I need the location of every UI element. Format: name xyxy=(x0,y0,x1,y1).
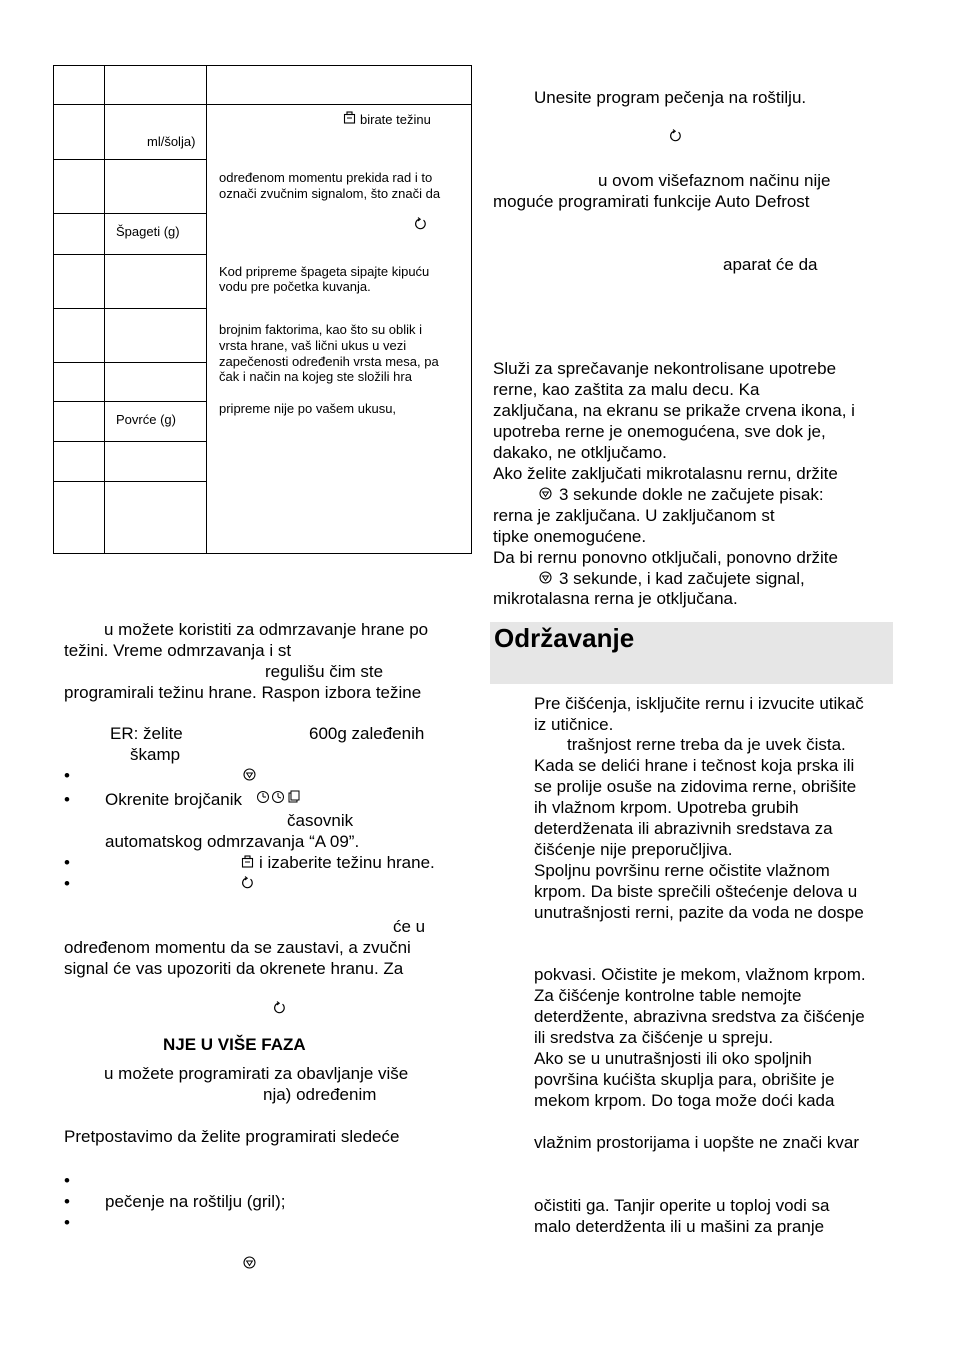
bullet: • xyxy=(64,874,70,893)
defrost-paragraph-line: će u xyxy=(393,917,426,936)
section-heading: Održavanje xyxy=(494,623,635,653)
example-text: škamp xyxy=(130,745,181,764)
maint-text: mekom krpom. Do toga može doći kada xyxy=(534,1091,835,1110)
section-title: NJE U VIŠE FAZA xyxy=(163,1035,306,1054)
maint-text: deterdženata ili abrazivnih sredstava za xyxy=(534,819,833,838)
bullet: • xyxy=(64,853,70,872)
bullet: • xyxy=(64,1192,70,1211)
weight-icon xyxy=(241,854,254,872)
lock-text: zaključana, na ekranu se prikaže crvena ikona, i xyxy=(493,401,855,420)
maint-text: očistiti ga. Tanjir operite u toploj vodi sa xyxy=(534,1196,830,1215)
stop-icon xyxy=(539,486,552,504)
table-description: birate težinu određenom momentu prekida rad i to označi zvučnim signalom, što znači da Kod pripreme špageta sipajte kipuću vodu pre početka kuvanja. brojnim faktorima, kao što su oblik i vrsta hrane, vaš lični ukus u vezi zapečenosti određenih vrsta mesa, pa čak i način na kojeg ste složili hra pripreme nije po vašem ukusu, xyxy=(219,112,441,416)
lock-text: Služi za sprečavanje nekontrolisane upotrebe xyxy=(493,359,837,378)
maint-text: krpom. Da biste sprečili oštećenje delova u xyxy=(534,882,858,901)
maint-text: ih vlažnom krpom. Upotreba grubih xyxy=(534,798,799,817)
table-row xyxy=(54,105,472,160)
cell-povrce: Povrće (g) xyxy=(116,412,176,427)
multi-paragraph-line: nja) određenim xyxy=(263,1085,377,1104)
example-text: 600g zaleđenih xyxy=(309,724,425,743)
defrost-paragraph-line: signal će vas upozoriti da okrenete hranu. Za xyxy=(64,959,404,978)
lock-text: 3 sekunde, i kad začujete signal, xyxy=(559,569,805,588)
step-text: i izaberite težinu hrane. xyxy=(259,853,435,872)
cell-ml-solja: ml/šolja) xyxy=(147,134,196,149)
lock-text: upotreba rerne je onemogućena, sve dok je, xyxy=(493,422,826,441)
lock-text: mikrotalasna rerna je otključana. xyxy=(493,589,738,608)
step-text: Okrenite brojčanik xyxy=(105,790,243,809)
maint-text: malo deterdženta ili u mašini za pranje xyxy=(534,1217,825,1236)
right-text: Unesite program pečenja na roštilju. xyxy=(534,88,807,107)
maint-text: deterdžente, abrazivna sredstva za čišćenje xyxy=(534,1007,865,1026)
defrost-paragraph-line: težini. Vreme odmrzavanja i st xyxy=(64,641,292,660)
maint-text: Za čišćenje kontrolne table nemojte xyxy=(534,986,802,1005)
weight-icon xyxy=(343,111,356,126)
stop-icon xyxy=(539,570,552,588)
right-text: aparat će da xyxy=(723,255,818,274)
maint-text: unutrašnjosti rerni, pazite da voda ne dospe xyxy=(534,903,864,922)
maint-text: Spoljnu površinu rerne očistite vlažnom xyxy=(534,861,830,880)
lock-text: Ako želite zaključati mikrotalasnu rernu, držite xyxy=(493,464,838,483)
bullet: • xyxy=(64,790,70,809)
defrost-paragraph-line: u možete koristiti za odmrzavanje hrane po xyxy=(104,620,429,639)
maint-text: iz utičnice. xyxy=(534,715,614,734)
lock-text: Da bi rernu ponovno otključali, ponovno držite xyxy=(493,548,838,567)
bullet: • xyxy=(64,1171,70,1190)
lock-text: dakako, ne otključamo. xyxy=(493,443,667,462)
program-table xyxy=(53,65,472,554)
maint-text: pokvasi. Očistite je mekom, vlažnom krpom. xyxy=(534,965,866,984)
example-text: ER: želite xyxy=(110,724,183,743)
lock-text: rerna je zaključana. U zaključanom st xyxy=(493,506,775,525)
dial-icon xyxy=(256,790,302,809)
defrost-paragraph-line: programirali težinu hrane. Raspon izbora težine xyxy=(64,683,422,702)
maint-text: Ako se u unutrašnjosti ili oko spoljnih xyxy=(534,1049,812,1068)
right-text: moguće programirati funkcije Auto Defrost xyxy=(493,192,810,211)
step-text: pečenje na roštilju (gril); xyxy=(105,1192,286,1211)
maint-text: Pre čišćenja, isključite rernu i izvucite utikač xyxy=(534,694,864,713)
multi-paragraph-line: Pretpostavimo da želite programirati sledeće xyxy=(64,1127,400,1146)
right-text: u ovom višefaznom načinu nije xyxy=(598,171,831,190)
maint-text: čišćenje nije preporučljiva. xyxy=(534,840,733,859)
start-icon xyxy=(414,217,427,232)
step-text: časovnik xyxy=(287,811,354,830)
defrost-paragraph-line: regulišu čim ste xyxy=(265,662,384,681)
cell-spageti: Špageti (g) xyxy=(116,224,180,239)
table-row xyxy=(54,66,472,105)
maint-text: površina kućišta skuplja para, obrišite je xyxy=(534,1070,835,1089)
maint-text: trašnjost rerne treba da je uvek čista. xyxy=(567,735,846,754)
multi-paragraph-line: u možete programirati za obavljanje više xyxy=(104,1064,409,1083)
start-icon xyxy=(273,1000,286,1018)
start-icon xyxy=(669,128,682,146)
stop-icon xyxy=(243,767,256,785)
maint-text: ili sredstva za čišćenje u spreju. xyxy=(534,1028,774,1047)
bullet: • xyxy=(64,766,70,785)
maint-text: se prolije osuše na zidovima rerne, obrišite xyxy=(534,777,857,796)
lock-text: 3 sekunde dokle ne začujete pisak: xyxy=(559,485,824,504)
bullet: • xyxy=(64,1213,70,1232)
lock-text: rerne, kao zaštita za malu decu. Ka xyxy=(493,380,760,399)
defrost-paragraph-line: određenom momentu da se zaustavi, a zvučni xyxy=(64,938,411,957)
start-icon xyxy=(241,875,254,893)
lock-text: tipke onemogućene. xyxy=(493,527,647,546)
maint-text: vlažnim prostorijama i uopšte ne znači kvar xyxy=(534,1133,860,1152)
maint-text: Kada se delići hrane i tečnost koja prska ili xyxy=(534,756,855,775)
step-text: automatskog odmrzavanja “A 09”. xyxy=(105,832,360,851)
stop-icon xyxy=(243,1255,256,1273)
